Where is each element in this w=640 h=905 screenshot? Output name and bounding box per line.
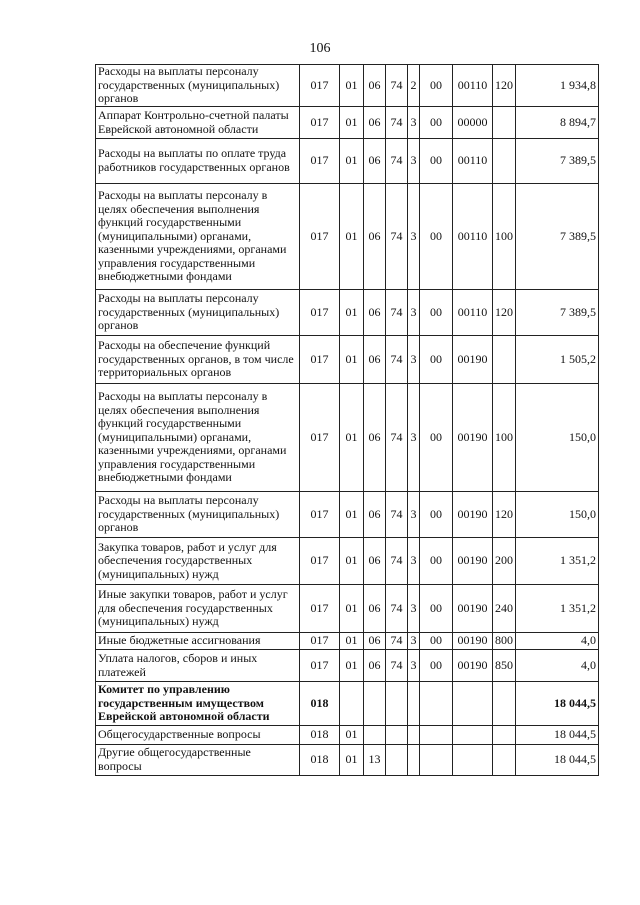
direction-code: 00110	[453, 65, 493, 107]
amount: 7 389,5	[516, 139, 599, 184]
amount: 18 044,5	[516, 745, 599, 776]
direction-code: 00110	[453, 184, 493, 290]
expense-type-code: 120	[493, 290, 516, 336]
event-code: 00	[420, 107, 453, 139]
expense-type-code: 850	[493, 650, 516, 682]
expense-type-code	[493, 726, 516, 745]
section-code: 01	[340, 336, 364, 384]
ministry-code: 017	[300, 650, 340, 682]
subsection-code: 06	[364, 336, 386, 384]
expense-type-code: 120	[493, 492, 516, 538]
subsection-code	[364, 682, 386, 726]
program-code: 74	[386, 633, 408, 650]
direction-code: 00190	[453, 538, 493, 585]
section-code: 01	[340, 633, 364, 650]
table-row	[96, 745, 599, 776]
subprogram-code: 3	[408, 538, 420, 585]
table-row	[96, 290, 599, 336]
amount: 4,0	[516, 633, 599, 650]
subsection-code: 06	[364, 65, 386, 107]
subsection-code: 06	[364, 384, 386, 492]
subprogram-code: 3	[408, 336, 420, 384]
section-code: 01	[340, 726, 364, 745]
ministry-code: 018	[300, 745, 340, 776]
item-name: Расходы на обеспечение функций государственных органов, в том числе территориальных органов	[96, 336, 300, 384]
direction-code	[453, 682, 493, 726]
table-row	[96, 682, 599, 726]
amount: 8 894,7	[516, 107, 599, 139]
program-code: 74	[386, 492, 408, 538]
section-code: 01	[340, 184, 364, 290]
section-code: 01	[340, 65, 364, 107]
item-name: Аппарат Контрольно-счетной палаты Еврейской автономной области	[96, 107, 300, 139]
subsection-code: 06	[364, 139, 386, 184]
program-code: 74	[386, 107, 408, 139]
subsection-code: 06	[364, 633, 386, 650]
direction-code: 00190	[453, 650, 493, 682]
item-name: Другие общегосударственные вопросы	[96, 745, 300, 776]
program-code	[386, 682, 408, 726]
subprogram-code: 3	[408, 492, 420, 538]
table-row	[96, 384, 599, 492]
event-code: 00	[420, 290, 453, 336]
item-name: Иные закупки товаров, работ и услуг для обеспечения государственных (муниципальных) нужд	[96, 585, 300, 633]
direction-code: 00190	[453, 633, 493, 650]
amount: 18 044,5	[516, 726, 599, 745]
section-code: 01	[340, 745, 364, 776]
subsection-code: 06	[364, 107, 386, 139]
subprogram-code: 3	[408, 650, 420, 682]
expense-type-code	[493, 745, 516, 776]
ministry-code: 017	[300, 65, 340, 107]
event-code: 00	[420, 538, 453, 585]
ministry-code: 017	[300, 184, 340, 290]
event-code: 00	[420, 139, 453, 184]
program-code: 74	[386, 585, 408, 633]
subprogram-code: 3	[408, 633, 420, 650]
amount: 150,0	[516, 492, 599, 538]
item-name: Расходы на выплаты персоналу государственных (муниципальных) органов	[96, 492, 300, 538]
amount: 1 934,8	[516, 65, 599, 107]
program-code: 74	[386, 65, 408, 107]
expense-type-code: 800	[493, 633, 516, 650]
program-code: 74	[386, 538, 408, 585]
section-code: 01	[340, 139, 364, 184]
expense-type-code: 100	[493, 184, 516, 290]
event-code	[420, 682, 453, 726]
direction-code: 00190	[453, 384, 493, 492]
item-name: Закупка товаров, работ и услуг для обеспечения государственных (муниципальных) нужд	[96, 538, 300, 585]
event-code	[420, 726, 453, 745]
event-code: 00	[420, 384, 453, 492]
section-code: 01	[340, 650, 364, 682]
amount: 1 351,2	[516, 538, 599, 585]
expense-type-code: 200	[493, 538, 516, 585]
program-code: 74	[386, 184, 408, 290]
ministry-code: 017	[300, 139, 340, 184]
event-code: 00	[420, 336, 453, 384]
table-row	[96, 336, 599, 384]
program-code	[386, 726, 408, 745]
ministry-code: 018	[300, 726, 340, 745]
subsection-code: 06	[364, 184, 386, 290]
subprogram-code: 3	[408, 107, 420, 139]
ministry-code: 017	[300, 290, 340, 336]
program-code: 74	[386, 384, 408, 492]
item-name: Расходы на выплаты персоналу государственных (муниципальных) органов	[96, 65, 300, 107]
ministry-code: 017	[300, 633, 340, 650]
event-code: 00	[420, 184, 453, 290]
subprogram-code: 3	[408, 384, 420, 492]
direction-code: 00190	[453, 585, 493, 633]
expense-type-code: 100	[493, 384, 516, 492]
event-code: 00	[420, 650, 453, 682]
item-name: Расходы на выплаты персоналу в целях обеспечения выполнения функций государственными (муниципальными) органами, казенными учреждениями, органами управления государственными внебюджетными фондами	[96, 384, 300, 492]
section-code: 01	[340, 492, 364, 538]
event-code: 00	[420, 492, 453, 538]
direction-code	[453, 726, 493, 745]
amount: 7 389,5	[516, 290, 599, 336]
amount: 1 505,2	[516, 336, 599, 384]
amount: 18 044,5	[516, 682, 599, 726]
page-number: 106	[309, 41, 331, 56]
section-code: 01	[340, 585, 364, 633]
subsection-code: 06	[364, 538, 386, 585]
event-code: 00	[420, 633, 453, 650]
subprogram-code	[408, 726, 420, 745]
ministry-code: 017	[300, 336, 340, 384]
section-code: 01	[340, 107, 364, 139]
budget-table	[95, 64, 599, 776]
item-name: Общегосударственные вопросы	[96, 726, 300, 745]
table-row	[96, 139, 599, 184]
subprogram-code	[408, 745, 420, 776]
table-row	[96, 585, 599, 633]
direction-code: 00000	[453, 107, 493, 139]
table-row	[96, 65, 599, 107]
expense-type-code	[493, 682, 516, 726]
section-code	[340, 682, 364, 726]
section-code: 01	[340, 538, 364, 585]
subsection-code: 06	[364, 650, 386, 682]
subprogram-code: 3	[408, 184, 420, 290]
expense-type-code: 120	[493, 65, 516, 107]
item-name: Расходы на выплаты по оплате труда работников государственных органов	[96, 139, 300, 184]
direction-code: 00110	[453, 290, 493, 336]
direction-code: 00190	[453, 336, 493, 384]
amount: 7 389,5	[516, 184, 599, 290]
program-code: 74	[386, 290, 408, 336]
item-name: Комитет по управлению государственным имуществом Еврейской автономной области	[96, 682, 300, 726]
ministry-code: 018	[300, 682, 340, 726]
ministry-code: 017	[300, 585, 340, 633]
section-code: 01	[340, 290, 364, 336]
section-code: 01	[340, 384, 364, 492]
amount: 4,0	[516, 650, 599, 682]
program-code: 74	[386, 139, 408, 184]
subprogram-code: 3	[408, 290, 420, 336]
expense-type-code	[493, 139, 516, 184]
expense-type-code: 240	[493, 585, 516, 633]
event-code: 00	[420, 585, 453, 633]
subsection-code: 06	[364, 290, 386, 336]
ministry-code: 017	[300, 384, 340, 492]
event-code	[420, 745, 453, 776]
item-name: Расходы на выплаты персоналу в целях обеспечения выполнения функций государственными (муниципальными) органами, казенными учреждениями, органами управления государственными внебюджетными фондами	[96, 184, 300, 290]
subprogram-code: 3	[408, 585, 420, 633]
subsection-code	[364, 726, 386, 745]
subprogram-code	[408, 682, 420, 726]
table-row	[96, 538, 599, 585]
direction-code: 00190	[453, 492, 493, 538]
program-code	[386, 745, 408, 776]
table-row	[96, 492, 599, 538]
ministry-code: 017	[300, 538, 340, 585]
table-row	[96, 650, 599, 682]
subprogram-code: 3	[408, 139, 420, 184]
subsection-code: 06	[364, 585, 386, 633]
amount: 1 351,2	[516, 585, 599, 633]
table-row	[96, 633, 599, 650]
table-row	[96, 107, 599, 139]
amount: 150,0	[516, 384, 599, 492]
program-code: 74	[386, 336, 408, 384]
subprogram-code: 2	[408, 65, 420, 107]
expense-type-code	[493, 336, 516, 384]
subsection-code: 13	[364, 745, 386, 776]
item-name: Иные бюджетные ассигнования	[96, 633, 300, 650]
event-code: 00	[420, 65, 453, 107]
table-row	[96, 184, 599, 290]
subsection-code: 06	[364, 492, 386, 538]
table-row	[96, 726, 599, 745]
expense-type-code	[493, 107, 516, 139]
direction-code: 00110	[453, 139, 493, 184]
ministry-code: 017	[300, 107, 340, 139]
program-code: 74	[386, 650, 408, 682]
item-name: Уплата налогов, сборов и иных платежей	[96, 650, 300, 682]
item-name: Расходы на выплаты персоналу государственных (муниципальных) органов	[96, 290, 300, 336]
direction-code	[453, 745, 493, 776]
ministry-code: 017	[300, 492, 340, 538]
